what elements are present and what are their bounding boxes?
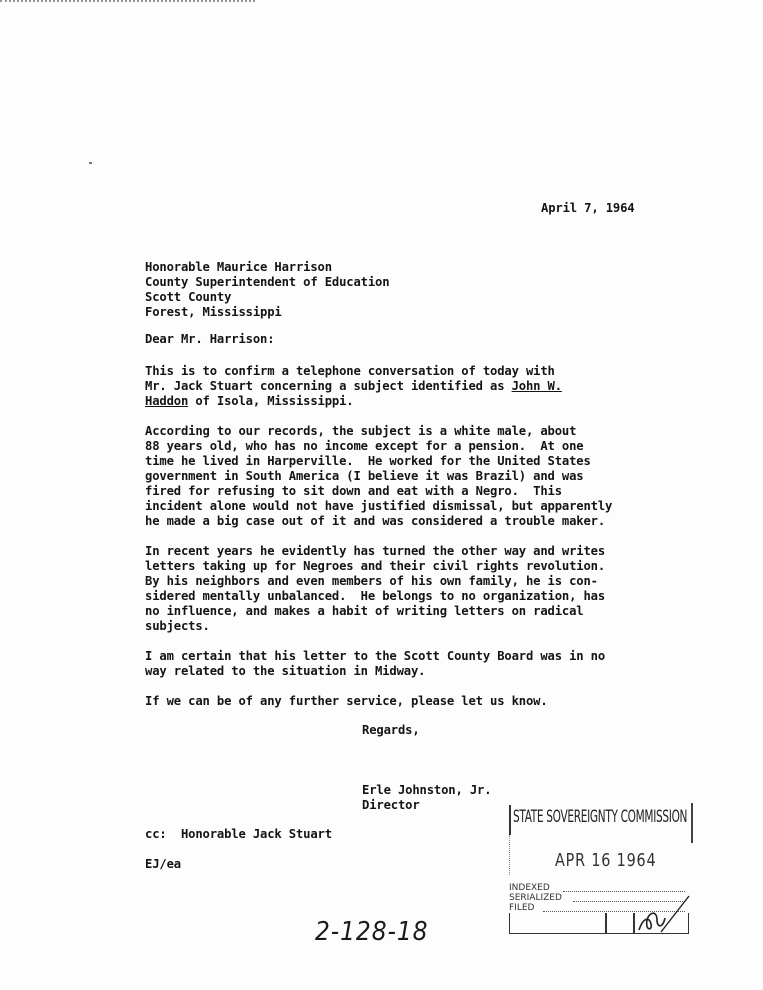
handwritten-initials-icon bbox=[633, 890, 693, 935]
p3-line: no influence, and makes a habit of writing letters on radical bbox=[145, 604, 584, 618]
stamp-label-serialized: SERIALIZED bbox=[509, 893, 562, 903]
p2-line: incident alone would not have justified dismissal, but apparently bbox=[145, 499, 613, 513]
stamp-title: STATE SOVEREIGNTY COMMISSION bbox=[513, 807, 688, 827]
p2-line: time he lived in Harperville. He worked for the United States bbox=[145, 454, 591, 468]
p3-line: sidered mentally unbalanced. He belongs to no organization, has bbox=[145, 589, 605, 603]
p3-line: By his neighbors and even members of his own family, he is con- bbox=[145, 574, 598, 588]
recipient-line: Forest, Mississippi bbox=[145, 305, 282, 319]
signer-name: Erle Johnston, Jr. bbox=[362, 783, 492, 797]
letter-date: April 7, 1964 bbox=[541, 201, 635, 215]
stamp-edge bbox=[509, 805, 511, 835]
top-dotted-edge bbox=[0, 0, 255, 4]
p2-line: 88 years old, who has no income except for a pension. At one bbox=[145, 439, 584, 453]
paragraph-5: If we can be of any further service, please let us know. bbox=[145, 694, 548, 708]
p3-line: In recent years he evidently has turned the other way and writes bbox=[145, 544, 605, 558]
subject-name-part: Haddon bbox=[145, 394, 189, 408]
p2-line: fired for refusing to sit down and eat with a Negro. This bbox=[145, 484, 562, 498]
subject-name-part: John W. bbox=[511, 379, 562, 393]
p1-line: This is to confirm a telephone conversation of today with bbox=[145, 364, 555, 378]
stamp-label-indexed: INDEXED bbox=[509, 883, 550, 893]
p3-line: subjects. bbox=[145, 619, 210, 633]
cc-line: cc: Honorable Jack Stuart bbox=[145, 827, 332, 841]
p2-line: he made a big case out of it and was considered a trouble maker. bbox=[145, 514, 605, 528]
typist-initials: EJ/ea bbox=[145, 857, 181, 871]
p2-line: government in South America (I believe it was Brazil) and was bbox=[145, 469, 584, 483]
signature-block bbox=[362, 783, 491, 813]
p4-line: way related to the situation in Midway. bbox=[145, 664, 426, 678]
paragraph-3 bbox=[145, 544, 605, 634]
paragraph-1 bbox=[145, 364, 562, 409]
p1-line: of Isola, Mississippi. bbox=[188, 394, 354, 408]
paragraph-4 bbox=[145, 649, 605, 679]
p1-line: Mr. Jack Stuart concerning a subject identified as bbox=[145, 379, 512, 393]
file-number: 2-128-18 bbox=[315, 917, 429, 947]
stamp-edge bbox=[691, 803, 693, 843]
recipient-line: County Superintendent of Education bbox=[145, 275, 390, 289]
salutation: Dear Mr. Harrison: bbox=[145, 332, 275, 346]
margin-mark bbox=[89, 162, 92, 164]
stamp-box-divider bbox=[605, 913, 607, 933]
stamp-label-filed: FILED bbox=[509, 903, 535, 913]
recipient-line: Honorable Maurice Harrison bbox=[145, 260, 332, 274]
commission-stamp bbox=[505, 795, 695, 940]
p3-line: letters taking up for Negroes and their civil rights revolution. bbox=[145, 559, 605, 573]
stamp-date: APR 16 1964 bbox=[555, 850, 657, 871]
recipient-address bbox=[145, 260, 389, 320]
stamp-edge bbox=[509, 835, 511, 875]
closing: Regards, bbox=[362, 723, 420, 737]
p4-line: I am certain that his letter to the Scott County Board was in no bbox=[145, 649, 605, 663]
p2-line: According to our records, the subject is a white male, about bbox=[145, 424, 577, 438]
paragraph-2 bbox=[145, 424, 612, 529]
signer-title: Director bbox=[362, 798, 420, 812]
recipient-line: Scott County bbox=[145, 290, 232, 304]
